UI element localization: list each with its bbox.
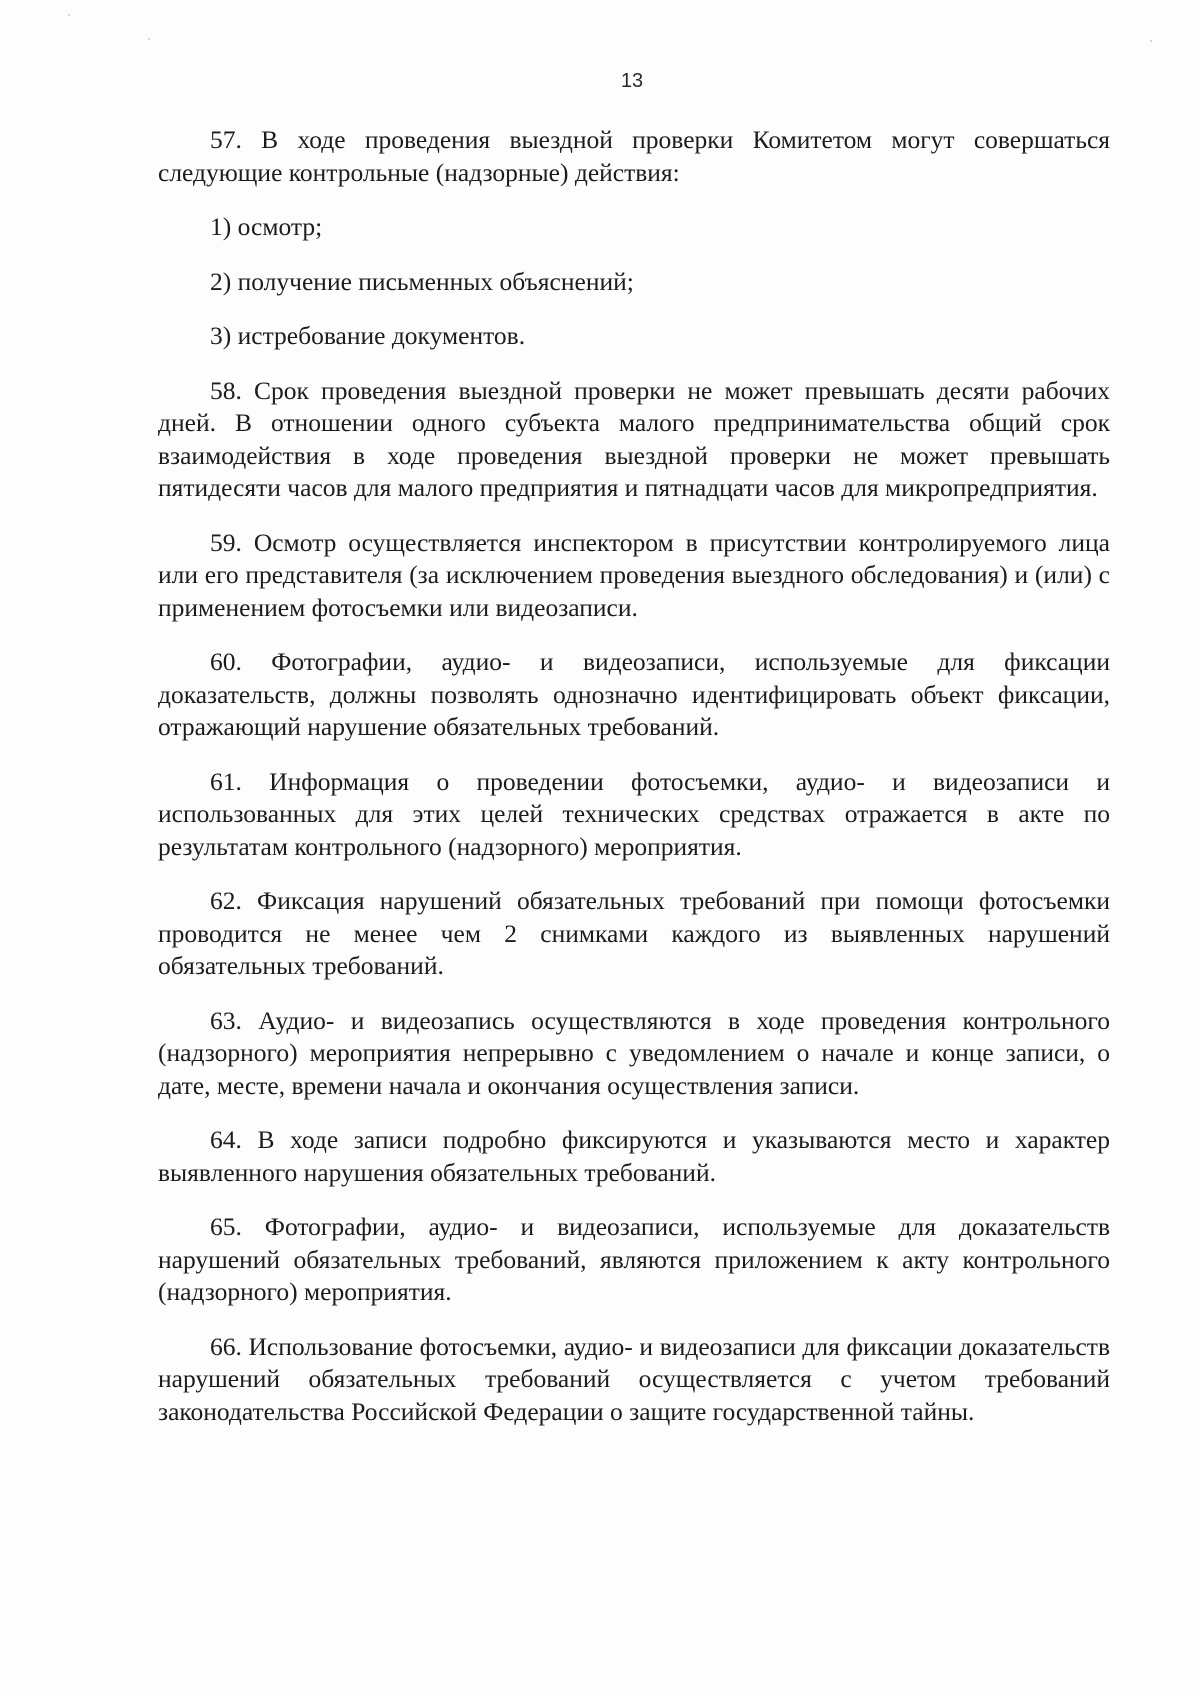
scan-artifact: [68, 14, 70, 16]
scan-artifact: [148, 38, 150, 40]
paragraph-63: 63. Аудио- и видеозапись осуществляются в ходе проведения контрольного (надзорного) мероприятия непрерывно с уведомлением о начале и конце записи, о дате, месте, времени начала и окончания осуществления записи.: [158, 1005, 1110, 1100]
list-item-3: 3) истребование документов.: [210, 321, 526, 350]
page-number: 13: [620, 70, 644, 92]
paragraph-64: 64. В ходе записи подробно фиксируются и указываются место и характер выявленного нарушения обязательных требований.: [158, 1125, 1110, 1187]
list-item-2: 2) получение письменных объяснений;: [210, 266, 634, 296]
list-item-1: 1) осмотр;: [210, 212, 323, 241]
paragraph-66: 66. Использование фотосъемки, аудио- и видеозаписи для фиксации доказательств нарушений обязательных требований осуществляется с учетом требований законодательства Российской Федерации о защите государственной тайны.: [158, 1331, 1110, 1426]
paragraph-60: 60. Фотографии, аудио- и видеозаписи, используемые для фиксации доказательств, должны позволять однозначно идентифицировать объект фиксации, отражающий нарушение обязательных требований.: [158, 647, 1110, 741]
paragraph-59: 59. Осмотр осуществляется инспектором в присутствии контролируемого лица или его представителя (за исключением проведения выездного обследования) и (или) с применением фотосъемки или видеозаписи.: [158, 527, 1110, 622]
paragraph-57: 57. В ходе проведения выездной проверки Комитетом могут совершаться следующие контрольные (надзорные) действия:: [158, 125, 1110, 187]
paragraph-65: 65. Фотографии, аудио- и видеозаписи, используемые для доказательств нарушений обязательных требований, являются приложением к акту контрольного (надзорного) мероприятия.: [158, 1212, 1110, 1306]
paragraph-58: 58. Срок проведения выездной проверки не может превышать десяти рабочих дней. В отношении одного субъекта малого предпринимательства общий срок взаимодействия в ходе проведения выездной проверки не может превышать пятидесяти часов для малого предприятия и пятнадцати часов для микропредприятия.: [158, 375, 1110, 502]
paragraph-62: 62. Фиксация нарушений обязательных требований при помощи фотосъемки проводится не менее чем 2 снимками каждого из выявленных нарушений обязательных требований.: [158, 886, 1110, 980]
paragraph-61: 61. Информация о проведении фотосъемки, аудио- и видеозаписи и использованных для этих целей технических средствах отражается в акте по результатам контрольного (надзорного) мероприятия.: [158, 766, 1110, 861]
document-body: [158, 124, 1110, 1450]
scan-artifact: [1150, 40, 1152, 42]
